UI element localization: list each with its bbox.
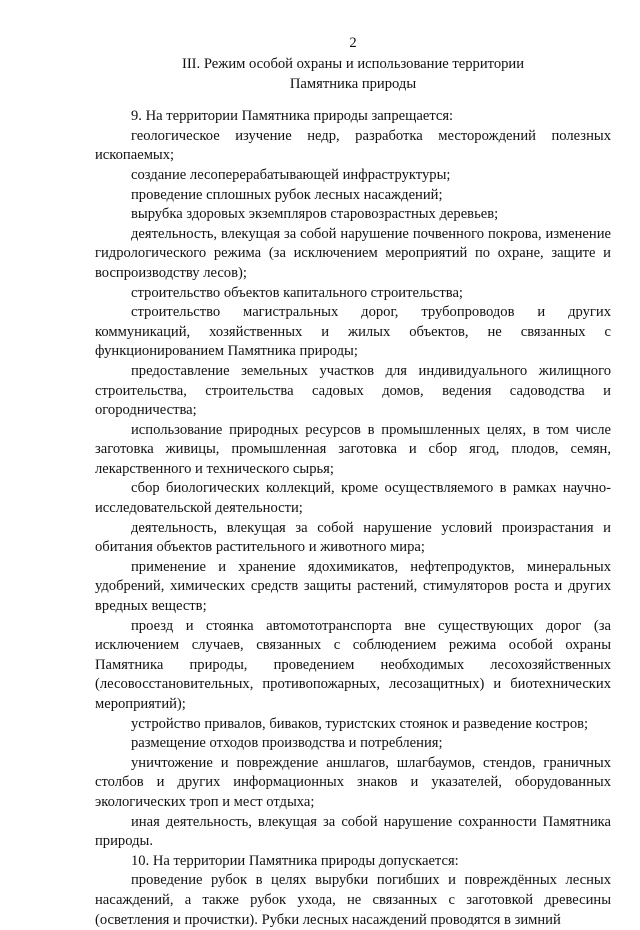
list-item: строительство магистральных дорог, трубопроводов и других коммуникаций, хозяйственных и жилых объектов, не связанных с функционированием Памятника природы; — [95, 304, 611, 360]
page-number: 2 — [349, 35, 357, 51]
list-item: вырубка здоровых экземпляров старовозрастных деревьев; — [131, 206, 499, 223]
section-title — [95, 55, 611, 94]
list-item: устройство привалов, биваков, туристских стоянок и разведение костров; — [131, 715, 589, 732]
list-item: иная деятельность, влекущая за собой нарушение сохранности Памятника природы. — [95, 813, 611, 850]
list-item: создание лесоперерабатывающей инфраструктуры; — [131, 166, 451, 183]
list-item: проезд и стоянка автомототранспорта вне существующих дорог (за исключением случаев, связанных с соблюдением режима особой охраны Памятника природы, проведением необходимых лесохозяйственных (лесовосстановительных, противопожарных, лесозащитных) и биотехнических мероприятий); — [95, 617, 611, 712]
list-item: использование природных ресурсов в промышленных целях, в том числе заготовка живицы, промышленная заготовка и сбор ягод, плодов, семян, лекарственного и технического сырья; — [95, 421, 611, 477]
list-item: строительство объектов капитального строительства; — [131, 284, 463, 301]
section-title-line-1: III. Режим особой охраны и использование территории — [181, 56, 525, 72]
clause-9-heading: 9. На территории Памятника природы запрещается: — [131, 108, 454, 125]
list-item: деятельность, влекущая за собой нарушение условий произрастания и обитания объектов растительного и животного мира; — [95, 519, 611, 556]
list-item: проведение рубок в целях вырубки погибших и повреждённых лесных насаждений, а также рубок ухода, не связанных с заготовкой древесины (осветления и прочистки). Рубки лесных насаждений проводятся в зимний — [95, 872, 611, 928]
list-item: предоставление земельных участков для индивидуального жилищного строительства, строительства садовых домов, ведения садоводства и огородничества; — [95, 362, 611, 419]
list-item: применение и хранение ядохимикатов, нефтепродуктов, минеральных удобрений, химических средств защиты растений, стимуляторов роста и других вредных веществ; — [95, 558, 611, 615]
list-item: размещение отходов производства и потребления; — [131, 735, 443, 752]
list-item: геологическое изучение недр, разработка месторождений полезных ископаемых; — [95, 127, 611, 164]
clause-10-heading: 10. На территории Памятника природы допускается: — [131, 852, 459, 869]
section-title-line-2: Памятника природы — [289, 75, 417, 92]
list-item: уничтожение и повреждение аншлагов, шлагбаумов, стендов, граничных столбов и других информационных знаков и указателей, оборудованных экологических троп и мест отдыха; — [95, 754, 611, 810]
list-item: сбор биологических коллекций, кроме осуществляемого в рамках научно-исследовательской деятельности; — [95, 480, 611, 517]
list-item: проведение сплошных рубок лесных насаждений; — [131, 186, 443, 203]
document-page — [95, 34, 611, 930]
list-item: деятельность, влекущая за собой нарушение почвенного покрова, изменение гидрологического режима (за исключением мероприятий по охране, защите и воспроизводству лесов); — [95, 225, 611, 281]
